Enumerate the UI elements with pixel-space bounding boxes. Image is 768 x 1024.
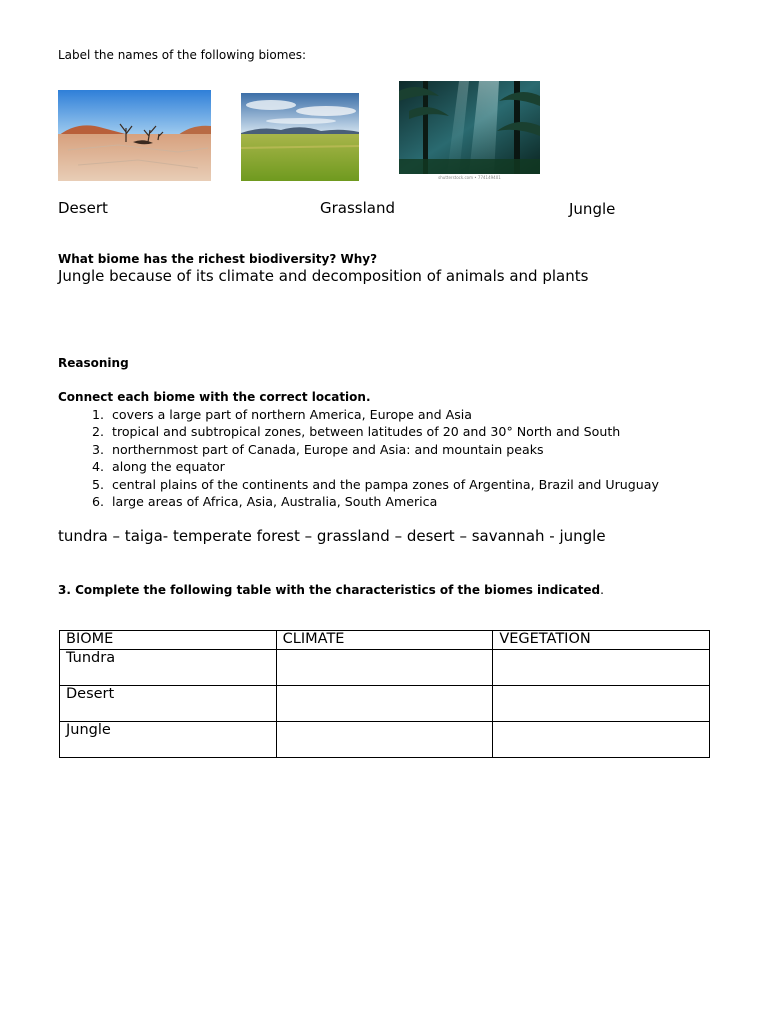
biome-cell: Jungle	[60, 722, 277, 758]
table-row	[60, 686, 710, 722]
image-watermark: shutterstock.com • 774149401	[438, 175, 501, 180]
item-text: central plains of the continents and the pampa zones of Argentina, Brazil and Uruguay	[112, 476, 659, 492]
item-number: 1.	[91, 407, 104, 422]
item-text: northernmost part of Canada, Europe and Asia: and mountain peaks	[112, 441, 544, 457]
vegetation-cell[interactable]	[493, 686, 710, 722]
jungle-image	[399, 81, 540, 174]
location-list	[58, 406, 659, 510]
location-item	[58, 441, 659, 458]
location-item	[58, 423, 659, 440]
header-biome: BIOME	[60, 631, 277, 650]
header-climate: CLIMATE	[276, 631, 493, 650]
label-desert: Desert	[58, 199, 108, 217]
item-number: 6.	[91, 493, 104, 509]
climate-cell[interactable]	[276, 686, 493, 722]
item-number: 3.	[91, 441, 104, 457]
location-item	[58, 458, 659, 475]
location-item	[58, 493, 659, 510]
table-row	[60, 722, 710, 758]
desert-image	[58, 90, 211, 181]
item-number: 4.	[91, 459, 104, 475]
item-text: covers a large part of northern America, Europe and Asia	[112, 407, 472, 422]
table-row	[60, 650, 710, 686]
vegetation-cell[interactable]	[493, 722, 710, 758]
biome-cell: Desert	[60, 686, 277, 722]
biome-cell: Tundra	[60, 650, 277, 686]
item-number: 5.	[91, 476, 104, 492]
table-header-row	[60, 631, 710, 650]
location-item	[58, 406, 659, 423]
question-table	[58, 583, 604, 597]
instructions-text: Label the names of the following biomes:	[58, 48, 307, 62]
label-jungle: Jungle	[569, 200, 616, 218]
answer-biodiversity: Jungle because of its climate and decomposition of animals and plants	[58, 267, 589, 285]
header-vegetation: VEGETATION	[493, 631, 710, 650]
item-number: 2.	[91, 424, 104, 440]
vegetation-cell[interactable]	[493, 650, 710, 686]
biome-options: tundra – taiga- temperate forest – grassland – desert – savannah - jungle	[58, 527, 606, 545]
grassland-image	[241, 93, 359, 181]
climate-cell[interactable]	[276, 650, 493, 686]
item-text: tropical and subtropical zones, between latitudes of 20 and 30° North and South	[112, 424, 621, 440]
connect-heading: Connect each biome with the correct location.	[58, 390, 371, 404]
item-text: along the equator	[112, 459, 225, 475]
question-table-prompt: 3. Complete the following table with the characteristics of the biomes indicated	[58, 583, 601, 597]
reasoning-heading: Reasoning	[58, 356, 129, 370]
item-text: large areas of Africa, Asia, Australia, South America	[112, 493, 438, 509]
label-grassland: Grassland	[320, 199, 395, 217]
question-biodiversity: What biome has the richest biodiversity? Why?	[58, 252, 378, 266]
question-table-period: .	[600, 583, 604, 597]
biome-table	[59, 630, 710, 758]
location-item	[58, 476, 659, 493]
climate-cell[interactable]	[276, 722, 493, 758]
